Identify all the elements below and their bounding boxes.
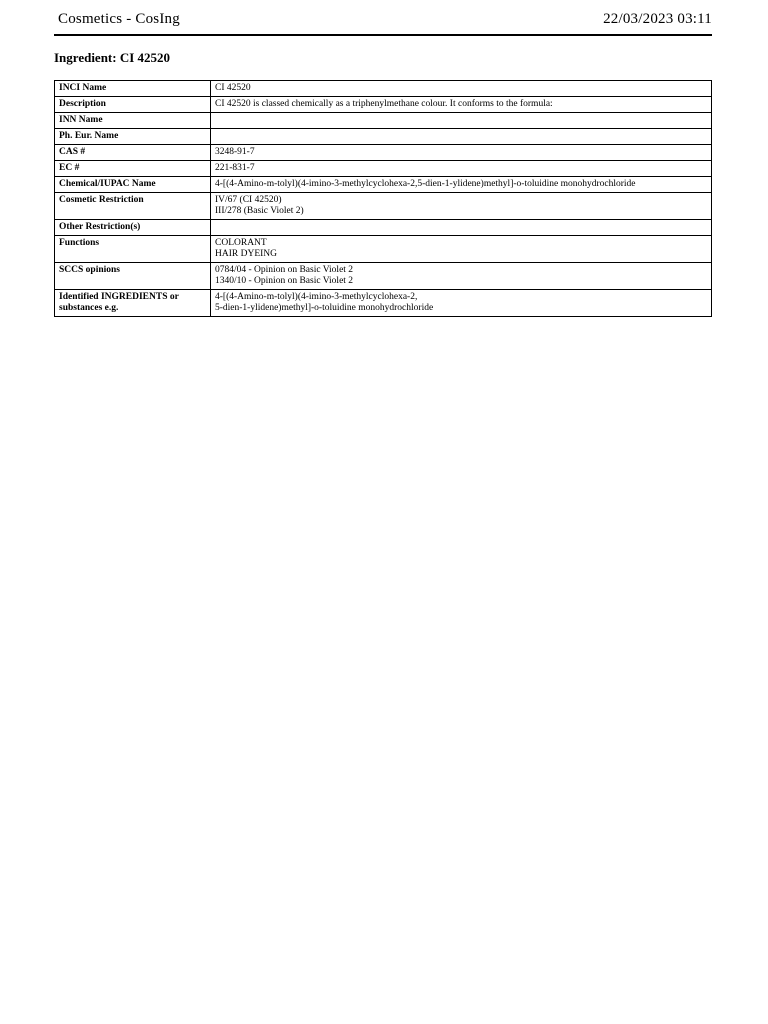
value-line [215,115,707,126]
value-line: 221-831-7 [215,163,255,173]
row-label-cosmetic-restriction: Cosmetic Restriction [55,193,211,220]
value-line [215,222,707,233]
row-label-ec: EC # [55,161,211,177]
row-value-ph-eur-name [211,129,712,145]
table-row [55,236,712,263]
value-line: COLORANT [215,238,267,248]
table-row [55,220,712,236]
table-row [55,177,712,193]
row-value-iupac-name [211,177,712,193]
row-value-identified-ingredients [211,290,712,317]
ingredient-details-table [54,80,712,317]
value-line: III/278 (Basic Violet 2) [215,206,304,216]
row-label-inn-name: INN Name [55,113,211,129]
value-line: 4-[(4-Amino-m-tolyl)(4-imino-3-methylcyclohexa-2, [215,292,418,302]
table-row [55,145,712,161]
row-value-inci-name [211,81,712,97]
row-value-cas [211,145,712,161]
row-label-functions: Functions [55,236,211,263]
value-line: CI 42520 is classed chemically as a triphenylmethane colour. It conforms to the formula: [215,99,553,109]
value-line [215,131,707,142]
value-line: 4-[(4-Amino-m-tolyl)(4-imino-3-methylcyclohexa-2,5-dien-1-ylidene)methyl]-o-toluidine monohydrochloride [215,179,636,189]
row-label-cas: CAS # [55,145,211,161]
row-value-inn-name [211,113,712,129]
row-label-inci-name: INCI Name [55,81,211,97]
table-row [55,263,712,290]
row-value-other-restrictions [211,220,712,236]
row-value-ec [211,161,712,177]
site-title: Cosmetics - CosIng [58,11,180,27]
value-line: HAIR DYEING [215,249,278,259]
row-label-iupac-name: Chemical/IUPAC Name [55,177,211,193]
table-row [55,161,712,177]
page-header [54,10,712,36]
row-value-sccs-opinions [211,263,712,290]
table-row [55,81,712,97]
print-datetime: 22/03/2023 03:11 [603,11,712,27]
row-label-sccs-opinions: SCCS opinions [55,263,211,290]
value-line: 0784/04 - Opinion on Basic Violet 2 [215,265,354,275]
value-line: IV/67 (CI 42520) [215,195,282,205]
value-line: CI 42520 [215,83,251,93]
row-label-description: Description [55,97,211,113]
row-value-functions [211,236,712,263]
row-label-other-restrictions: Other Restriction(s) [55,220,211,236]
value-line: 1340/10 - Opinion on Basic Violet 2 [215,276,354,286]
row-value-cosmetic-restriction [211,193,712,220]
ingredient-heading: Ingredient: CI 42520 [54,50,171,65]
table-row [55,193,712,220]
row-label-identified-ingredients: Identified INGREDIENTS or substances e.g. [55,290,211,317]
table-row [55,129,712,145]
table-row [55,113,712,129]
value-line: 5-dien-1-ylidene)methyl]-o-toluidine monohydrochloride [215,303,434,313]
table-row [55,97,712,113]
value-line: 3248-91-7 [215,147,255,157]
row-value-description [211,97,712,113]
row-label-ph-eur-name: Ph. Eur. Name [55,129,211,145]
table-row [55,290,712,317]
